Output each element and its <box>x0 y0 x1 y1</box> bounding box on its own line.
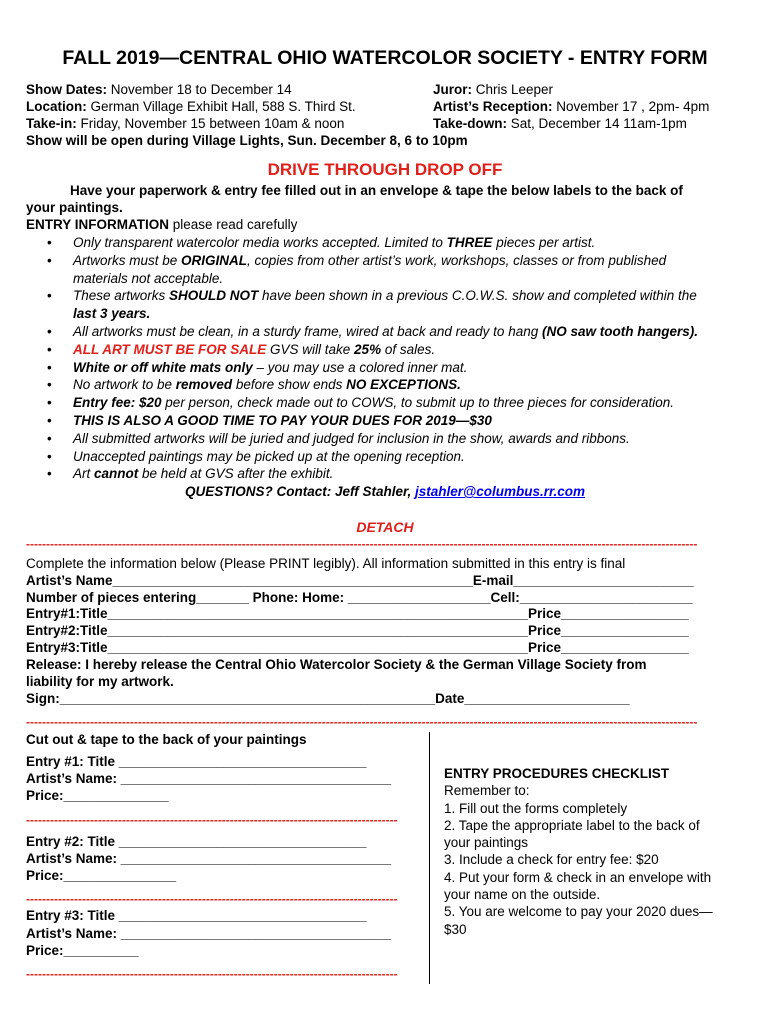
checklist <box>444 765 713 938</box>
cut-line: --------------------------------------------------------------------------------------------- <box>26 893 398 905</box>
entry-1-price-field[interactable]: _________________ <box>561 606 689 621</box>
cut-line: ------------------------------------------------------------------------------------------------------------------------------------------------------------------------ <box>26 538 698 550</box>
contact-email-link[interactable]: jstahler@columbus.rr.com <box>415 484 585 499</box>
label-3-price-field[interactable]: __________ <box>63 943 139 958</box>
rule-item: • No artwork to be removed before show ends NO EXCEPTIONS. <box>73 376 770 394</box>
rule-item: • All submitted artworks will be juried and judged for inclusion in the show, awards and ribbons. <box>73 430 770 448</box>
cut-line: ------------------------------------------------------------------------------------------------------------------------------------------------------------------------ <box>26 716 698 728</box>
paperwork-line-2: your paintings. <box>26 200 123 215</box>
take-in: Take-in: Friday, November 15 between 10am & noon <box>26 116 345 131</box>
label-2-title-field[interactable]: _________________________________ <box>118 834 367 849</box>
label-1-price-field[interactable]: ______________ <box>63 788 169 803</box>
rule-item: • Art cannot be held at GVS after the exhibit. <box>73 465 770 483</box>
entry-3-row: Entry#3:Title________________________________________________________Price_________________ <box>26 640 689 655</box>
cut-line: --------------------------------------------------------------------------------------------- <box>26 968 398 980</box>
labels-heading: Cut out & tape to the back of your paintings <box>26 732 307 747</box>
pieces-phone-row: Number of pieces entering_______ Phone: Home: ___________________Cell:_______________________ <box>26 590 693 605</box>
entry-1-title-field[interactable]: ________________________________________________________ <box>107 606 528 621</box>
rule-item: • Artworks must be ORIGINAL, copies from other artist’s work, workshops, classes or from published materials not acceptable. <box>73 252 770 288</box>
checklist-heading: ENTRY PROCEDURES CHECKLIST <box>444 766 670 781</box>
show-dates: Show Dates: November 18 to December 14 <box>26 82 292 97</box>
checklist-step: 5. You are welcome to pay your 2020 dues— <box>444 904 713 920</box>
date-field[interactable]: ______________________ <box>464 691 630 706</box>
pieces-field[interactable]: _______ <box>196 590 249 605</box>
artists-reception: Artist’s Reception: November 17 , 2pm- 4pm <box>433 99 710 114</box>
label-1-title: Entry #1: Title _________________________________ <box>26 754 367 769</box>
artist-name-field[interactable]: ________________________________________________ <box>112 573 473 588</box>
artist-name-row: Artist’s Name________________________________________________E-mail________________________ <box>26 573 694 588</box>
juror: Juror: Chris Leeper <box>433 82 554 97</box>
label-3-price: Price:__________ <box>26 943 139 958</box>
label-2-price-field[interactable]: _______________ <box>63 868 177 883</box>
column-divider <box>429 732 430 984</box>
rule-item: • All artworks must be clean, in a sturdy frame, wired at back and ready to hang (NO saw tooth hangers). <box>73 323 770 341</box>
rule-item: • Entry fee: $20 per person, check made out to COWS, to submit up to three pieces for consideration. <box>73 394 770 412</box>
entry-2-price-field[interactable]: _________________ <box>561 623 689 638</box>
label-1-artist: Artist’s Name: ____________________________________ <box>26 771 392 786</box>
label-2-price: Price:_______________ <box>26 868 177 883</box>
rule-item: • ALL ART MUST BE FOR SALE GVS will take 25% of sales. <box>73 341 770 359</box>
cut-line: --------------------------------------------------------------------------------------------- <box>26 814 398 826</box>
label-2-artist-field[interactable]: ____________________________________ <box>120 851 392 866</box>
entry-information: ENTRY INFORMATION please read carefully <box>26 217 298 232</box>
label-3-artist: Artist’s Name: ____________________________________ <box>26 926 392 941</box>
detach-label: DETACH <box>356 519 414 535</box>
questions-contact: QUESTIONS? Contact: Jeff Stahler, jstahler@columbus.rr.com <box>184 484 585 499</box>
entry-2-row: Entry#2:Title________________________________________________________Price_________________ <box>26 623 689 638</box>
entry-3-price-field[interactable]: _________________ <box>561 640 689 655</box>
release-line-2: liability for my artwork. <box>26 674 174 689</box>
label-3-title-field[interactable]: _________________________________ <box>118 908 367 923</box>
entry-1-row: Entry#1:Title________________________________________________________Price_________________ <box>26 606 689 621</box>
cell-field[interactable]: _______________________ <box>519 590 693 605</box>
entry-3-title-field[interactable]: ________________________________________________________ <box>107 640 528 655</box>
checklist-step: your name on the outside. <box>444 887 601 903</box>
rules-list <box>26 234 770 483</box>
take-down: Take-down: Sat, December 14 11am-1pm <box>433 116 687 131</box>
rule-item: • White or off white mats only – you may use a colored inner mat. <box>73 359 770 377</box>
checklist-step: $30 <box>444 921 467 937</box>
rule-item: • Unaccepted paintings may be picked up at the opening reception. <box>73 448 770 466</box>
checklist-step: 2. Tape the appropriate label to the back of <box>444 817 700 833</box>
label-3-title: Entry #3: Title _________________________________ <box>26 908 367 923</box>
rule-item: • Only transparent watercolor media works accepted. Limited to THREE pieces per artist. <box>73 234 770 252</box>
rule-item: • THIS IS ALSO A GOOD TIME TO PAY YOUR DUES FOR 2019—$30 <box>73 412 770 430</box>
checklist-remember: Remember to: <box>444 783 530 799</box>
label-1-title-field[interactable]: _________________________________ <box>118 754 367 769</box>
rule-item: • These artworks SHOULD NOT have been shown in a previous C.O.W.S. show and completed within the last 3 years. <box>73 287 770 323</box>
label-1-artist-field[interactable]: ____________________________________ <box>120 771 392 786</box>
location: Location: German Village Exhibit Hall, 588 S. Third St. <box>26 99 356 114</box>
dropoff-heading: DRIVE THROUGH DROP OFF <box>267 160 503 179</box>
checklist-step: your paintings <box>444 835 529 851</box>
phone-field[interactable]: ___________________ <box>347 590 491 605</box>
paperwork-line-1: Have your paperwork & entry fee filled out in an envelope & tape the below labels to the back of <box>70 183 683 198</box>
label-1-price: Price:______________ <box>26 788 169 803</box>
open-note: Show will be open during Village Lights, Sun. December 8, 6 to 10pm <box>26 133 468 148</box>
label-2-artist: Artist’s Name: ____________________________________ <box>26 851 392 866</box>
email-field[interactable]: ________________________ <box>513 573 694 588</box>
checklist-step: 4. Put your form & check in an envelope with <box>444 869 712 885</box>
entry-2-title-field[interactable]: ________________________________________________________ <box>107 623 528 638</box>
label-3-artist-field[interactable]: ____________________________________ <box>120 926 392 941</box>
checklist-step: 3. Include a check for entry fee: $20 <box>444 852 659 868</box>
release-line-1: Release: I hereby release the Central Ohio Watercolor Society & the German Village Society from <box>26 657 647 672</box>
signature-field[interactable]: __________________________________________________ <box>59 691 436 706</box>
label-2-title: Entry #2: Title _________________________________ <box>26 834 367 849</box>
sign-row: Sign:__________________________________________________Date______________________ <box>26 691 630 706</box>
page-title: FALL 2019—CENTRAL OHIO WATERCOLOR SOCIETY - ENTRY FORM <box>62 47 708 69</box>
checklist-step: 1. Fill out the forms completely <box>444 800 628 816</box>
form-intro: Complete the information below (Please PRINT legibly). All information submitted in this entry is final <box>26 556 626 571</box>
